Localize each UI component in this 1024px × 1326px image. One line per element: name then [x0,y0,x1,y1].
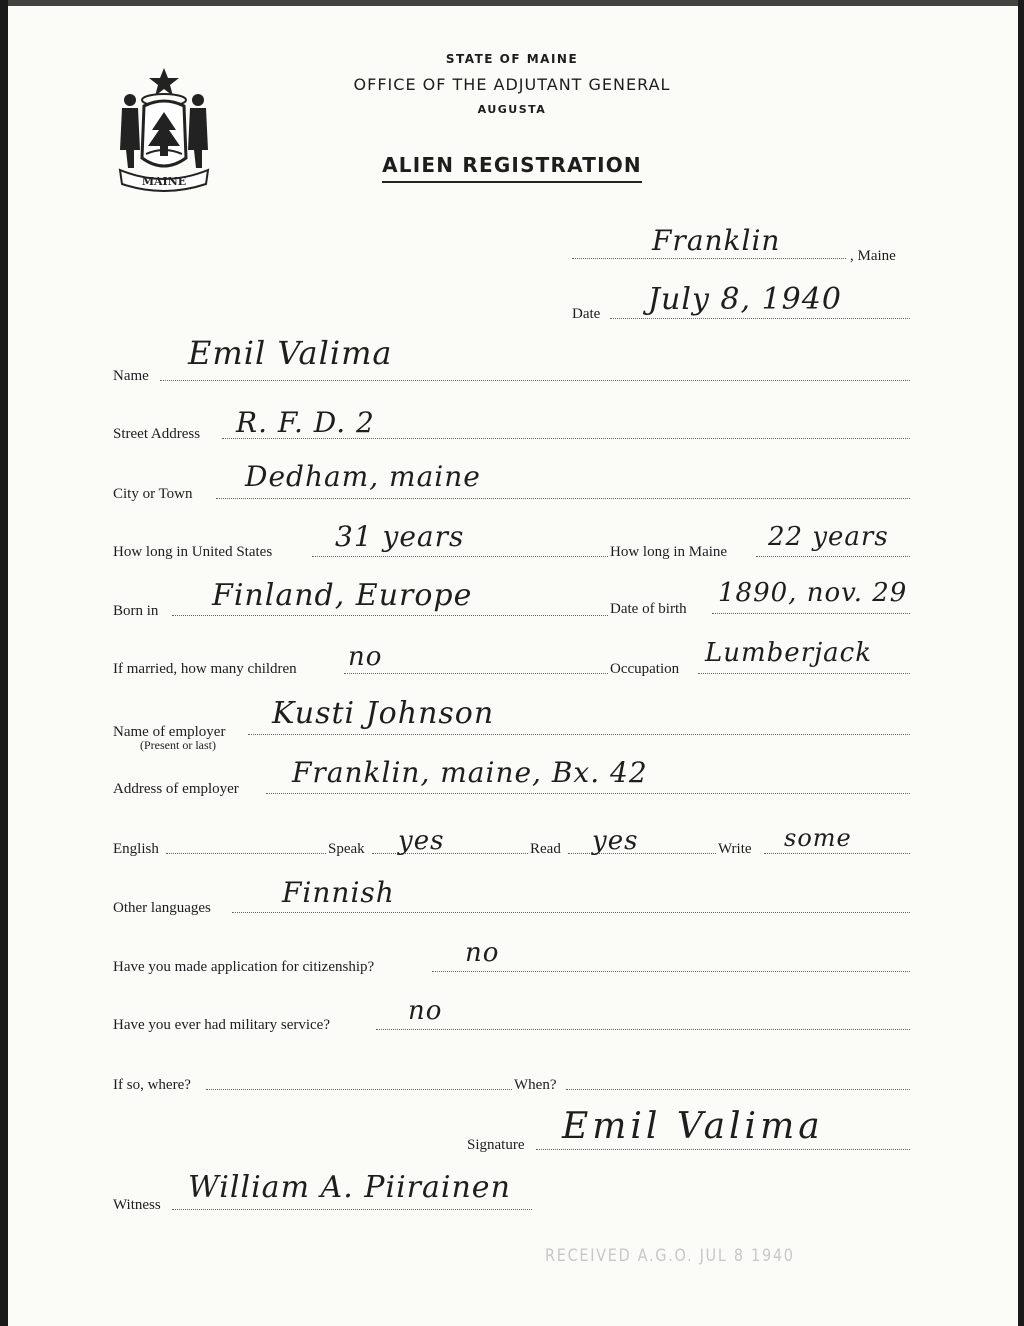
employer-name-label: Name of employer [113,724,226,740]
speak-line [372,853,528,854]
date-of-birth-line [712,613,910,614]
date-of-birth-value: 1890, nov. 29 [718,578,908,608]
married-children-value: no [348,642,383,672]
born-in-label: Born in [113,603,159,619]
employer-name-note: (Present or last) [140,738,216,752]
military-line [376,1029,910,1030]
form-title: ALIEN REGISTRATION [382,153,642,183]
witness-line [172,1209,532,1210]
date-line [610,318,910,319]
how-long-maine-label: How long in Maine [610,544,728,560]
speak-value: yes [398,826,445,856]
citizenship-label: Have you made application for citizenship? [113,959,375,975]
header-city: AUGUSTA [477,103,547,116]
when-label: When? [514,1077,557,1093]
when-line [566,1089,910,1090]
date-label: Date [572,306,601,322]
how-long-us-label: How long in United States [113,544,273,560]
name-label: Name [113,368,149,384]
english-label: English [113,841,159,857]
name-line [160,380,910,381]
town-value: Franklin [652,224,781,257]
how-long-us-line [312,556,608,557]
married-children-label: If married, how many children [113,661,297,677]
employer-name-value: Kusti Johnson [272,696,495,731]
witness-value: William A. Piirainen [188,1170,511,1205]
write-value: some [784,824,852,852]
read-label: Read [530,841,561,857]
seal-banner-text: MAINE [141,175,187,188]
write-line [764,853,910,854]
street-address-label: Street Address [113,426,201,442]
witness-label: Witness [113,1197,161,1213]
header-office: OFFICE OF THE ADJUTANT GENERAL [353,75,671,94]
other-languages-label: Other languages [113,900,211,916]
how-long-maine-line [756,556,910,557]
town-line [572,258,846,259]
city-label: City or Town [113,486,193,502]
english-line [166,853,326,854]
date-of-birth-label: Date of birth [610,601,687,617]
born-in-line [172,615,608,616]
other-languages-line [232,912,910,913]
if-so-where-line [206,1089,512,1090]
employer-address-value: Franklin, maine, Bx. 42 [292,756,648,789]
speak-label: Speak [328,841,365,857]
signature-value: Emil Valima [562,1106,824,1147]
signature-label: Signature [467,1137,525,1153]
date-value: July 8, 1940 [648,282,842,317]
city-line [216,498,910,499]
street-address-value: R. F. D. 2 [236,406,375,439]
military-label: Have you ever had military service? [113,1017,330,1033]
married-children-line [344,673,608,674]
citizenship-value: no [465,938,500,968]
how-long-us-value: 31 years [335,520,465,553]
employer-name-line [248,734,910,735]
state-of-maine-seal-icon [112,66,216,192]
received-stamp: RECEIVED A.G.O. JUL 8 1940 [545,1246,795,1266]
scan-top-edge [8,0,1018,6]
occupation-value: Lumberjack [705,638,873,668]
read-value: yes [592,826,639,856]
signature-line [536,1149,910,1150]
born-in-value: Finland, Europe [212,578,473,613]
occupation-line [698,673,910,674]
how-long-maine-value: 22 years [768,522,889,552]
city-value: Dedham, maine [245,460,481,493]
maine-suffix-label: , Maine [850,248,896,264]
citizenship-line [432,971,910,972]
occupation-label: Occupation [610,661,680,677]
employer-address-line [266,793,910,794]
employer-address-label: Address of employer [113,781,239,797]
write-label: Write [718,841,752,857]
name-value: Emil Valima [188,334,393,372]
header-state: STATE OF MAINE [445,52,579,66]
read-line [568,853,716,854]
military-value: no [408,996,443,1026]
other-languages-value: Finnish [282,876,395,909]
if-so-where-label: If so, where? [113,1077,191,1093]
